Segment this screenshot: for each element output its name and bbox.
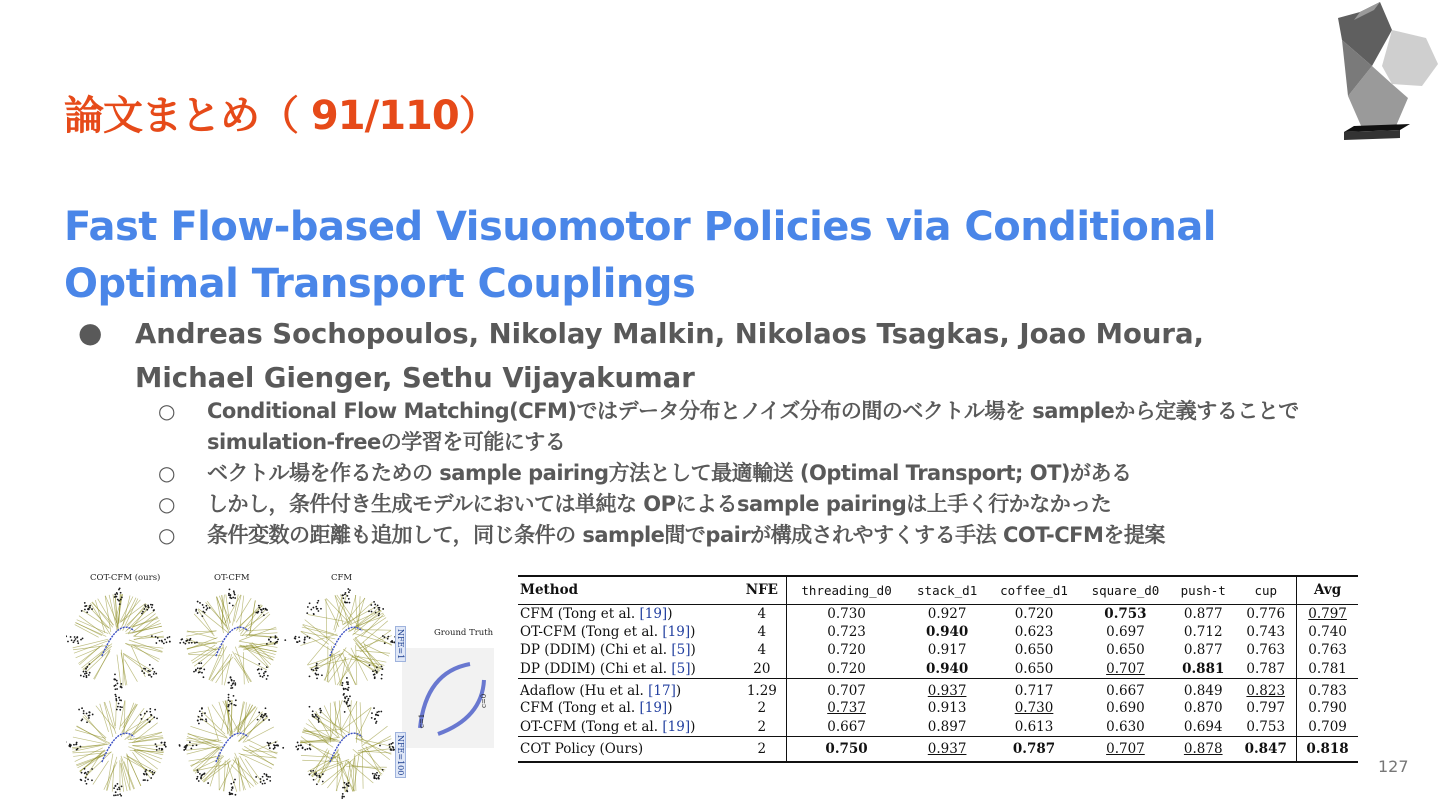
- value-cell: 0.709: [1297, 717, 1358, 736]
- value-cell: 0.707: [787, 678, 906, 699]
- value-cell: 0.743: [1246, 623, 1286, 640]
- value-cell: 0.690: [1106, 700, 1145, 717]
- ground-truth-label: Ground Truth: [434, 628, 494, 638]
- value-cell: 0.940: [925, 623, 969, 640]
- citation-link[interactable]: 19: [667, 623, 685, 640]
- table-row: [518, 660, 1358, 679]
- table-row: [518, 623, 1358, 642]
- method-cell: OT-CFM (Tong et al. [19]): [520, 623, 696, 640]
- value-cell: 0.849: [1171, 678, 1235, 699]
- value-cell: 0.667: [787, 717, 906, 736]
- nfe-cell: 4: [757, 642, 767, 659]
- value-cell: 0.650: [1014, 642, 1054, 659]
- class-label: c=1: [418, 713, 426, 728]
- column-header: push-t: [1171, 576, 1235, 604]
- figure-column-label: COT-CFM (ours): [90, 573, 161, 583]
- nfe-label: NFE=1: [395, 626, 406, 662]
- method-cell: OT-CFM (Tong et al. [19]): [520, 718, 696, 735]
- value-cell: 0.630: [1106, 718, 1145, 735]
- value-cell: 0.723: [787, 623, 906, 642]
- authors-bullet: ●: [78, 316, 103, 349]
- table-row: [518, 641, 1358, 660]
- value-cell: 0.787: [1246, 660, 1286, 677]
- value-cell: 0.720: [787, 641, 906, 660]
- value-cell: 0.707: [1106, 660, 1145, 677]
- value-cell: 0.818: [1297, 736, 1358, 762]
- sub-bullet: ○: [158, 523, 176, 547]
- method-cell: DP (DDIM) (Chi et al. [5]): [520, 642, 696, 659]
- table-row: [518, 717, 1358, 736]
- value-cell: 0.750: [787, 736, 906, 762]
- method-cell: COT Policy (Ours): [518, 736, 738, 762]
- value-cell: 0.797: [1246, 700, 1286, 717]
- value-cell: 0.650: [1014, 660, 1054, 677]
- value-cell: 0.790: [1297, 699, 1358, 718]
- value-cell: 0.753: [1104, 605, 1147, 622]
- nfe-cell: 2: [757, 718, 767, 735]
- table-row: [518, 678, 1358, 699]
- column-header: Avg: [1297, 576, 1358, 604]
- citation-link[interactable]: 19: [644, 605, 662, 622]
- nfe-label: NFE=100: [395, 732, 406, 778]
- table-row: [518, 736, 1358, 762]
- value-cell: 0.783: [1297, 678, 1358, 699]
- column-header: threading_d0: [787, 576, 906, 604]
- value-cell: 0.740: [1297, 623, 1358, 642]
- results-table: [518, 575, 1358, 763]
- value-cell: 0.730: [1014, 700, 1054, 717]
- slide-title: 論文まとめ（ 91/110）: [64, 93, 498, 139]
- authors: Andreas Sochopoulos, Nikolay Malkin, Nikolaos Tsagkas, Joao Moura, Michael Gienger, Sethu Vijayakumar: [135, 318, 1204, 394]
- value-cell: 0.720: [1014, 605, 1054, 622]
- table-row: [518, 604, 1358, 623]
- value-cell: 0.870: [1183, 700, 1223, 717]
- citation-link[interactable]: 5: [676, 642, 686, 659]
- value-cell: 0.913: [927, 700, 967, 717]
- value-cell: 0.823: [1235, 678, 1296, 699]
- value-cell: 0.697: [1106, 623, 1145, 640]
- summary-point: [0, 458, 1440, 489]
- nfe-cell: 2: [757, 700, 767, 717]
- flow-plot: [179, 588, 286, 689]
- flow-plot: [294, 588, 400, 695]
- sub-bullet: ○: [158, 399, 176, 423]
- summary-point: [0, 520, 1440, 551]
- value-cell: 0.650: [1106, 642, 1145, 659]
- value-cell: 0.781: [1297, 660, 1358, 679]
- value-cell: 0.797: [1297, 604, 1358, 623]
- value-cell: 0.730: [787, 604, 906, 623]
- summary-point-text: Conditional Flow Matching(CFM)ではデータ分布とノイズ分布の間のベクトル場を sampleから定義することでsimulation-freeの学習を可能にする: [207, 399, 1299, 454]
- column-header: Method: [518, 576, 738, 604]
- method-cell: Adaflow (Hu et al. [17]): [518, 678, 738, 699]
- value-cell: 0.694: [1183, 718, 1223, 735]
- value-cell: 0.667: [1080, 678, 1171, 699]
- value-cell: 0.712: [1183, 623, 1223, 640]
- value-cell: 0.613: [1014, 718, 1054, 735]
- value-cell: 0.763: [1246, 642, 1286, 659]
- method-cell: CFM (Tong et al. [19]): [520, 700, 673, 717]
- sub-bullet: ○: [158, 461, 176, 485]
- value-cell: 0.878: [1171, 736, 1235, 762]
- value-cell: 0.623: [1014, 623, 1054, 640]
- method-cell: CFM (Tong et al. [19]): [520, 605, 673, 622]
- value-cell: 0.763: [1297, 641, 1358, 660]
- nfe-cell: 2: [738, 736, 787, 762]
- paper-title: Fast Flow-based Visuomotor Policies via Conditional Optimal Transport Couplings: [64, 204, 1217, 307]
- value-cell: 0.927: [927, 605, 967, 622]
- summary-point: [0, 396, 1440, 458]
- value-cell: 0.720: [787, 660, 906, 679]
- sub-bullet: ○: [158, 492, 176, 516]
- nfe-cell: 20: [753, 660, 771, 677]
- citation-link[interactable]: 17: [653, 682, 671, 699]
- summary-point-text: ベクトル場を作るための sample pairing方法として最適輸送 (Optimal Transport; OT)がある: [207, 461, 1132, 485]
- flow-plot: [295, 694, 399, 799]
- summary-point-text: 条件変数の距離も追加して，同じ条件の sample間でpairが構成されやすくする手法 COT-CFMを提案: [207, 523, 1165, 547]
- nfe-cell: 4: [757, 605, 767, 622]
- flow-plot: [66, 587, 171, 690]
- table-header-row: [518, 576, 1358, 604]
- flow-plot: [179, 694, 285, 796]
- value-cell: 0.707: [1080, 736, 1171, 762]
- method-cell: DP (DDIM) (Chi et al. [5]): [520, 660, 696, 677]
- column-header: square_d0: [1080, 576, 1171, 604]
- value-cell: 0.847: [1235, 736, 1296, 762]
- class-label: c=0: [480, 693, 488, 708]
- value-cell: 0.937: [906, 678, 988, 699]
- value-cell: 0.717: [988, 678, 1079, 699]
- value-cell: 0.877: [1183, 642, 1223, 659]
- column-header: coffee_d1: [988, 576, 1079, 604]
- logo-icon: [1330, 0, 1440, 146]
- nfe-cell: 1.29: [738, 678, 787, 699]
- value-cell: 0.877: [1183, 605, 1223, 622]
- figure-column-label: CFM: [331, 573, 353, 583]
- value-cell: 0.737: [787, 699, 906, 718]
- column-header: NFE: [738, 576, 787, 604]
- figure-plots: [66, 568, 496, 800]
- value-cell: 0.881: [1182, 660, 1225, 677]
- figure-column-label: OT-CFM: [214, 573, 250, 583]
- value-cell: 0.940: [925, 660, 969, 677]
- summary-point: [0, 489, 1440, 520]
- page-number: 127: [1378, 757, 1409, 776]
- column-header: cup: [1235, 576, 1296, 604]
- citation-link[interactable]: 19: [667, 718, 685, 735]
- citation-link[interactable]: 19: [644, 700, 662, 717]
- nfe-cell: 4: [757, 623, 767, 640]
- value-cell: 0.776: [1246, 605, 1286, 622]
- flow-plot: [66, 694, 167, 797]
- value-cell: 0.787: [988, 736, 1079, 762]
- column-header: stack_d1: [906, 576, 988, 604]
- value-cell: 0.897: [927, 718, 967, 735]
- value-cell: 0.937: [906, 736, 988, 762]
- flow-comparison-figure: [66, 568, 496, 800]
- citation-link[interactable]: 5: [676, 660, 686, 677]
- value-cell: 0.917: [927, 642, 967, 659]
- value-cell: 0.753: [1246, 718, 1286, 735]
- summary-points: [0, 396, 1440, 551]
- table-row: [518, 699, 1358, 718]
- summary-point-text: しかし，条件付き生成モデルにおいては単純な OPによるsample pairingは上手く行かなかった: [207, 492, 1112, 516]
